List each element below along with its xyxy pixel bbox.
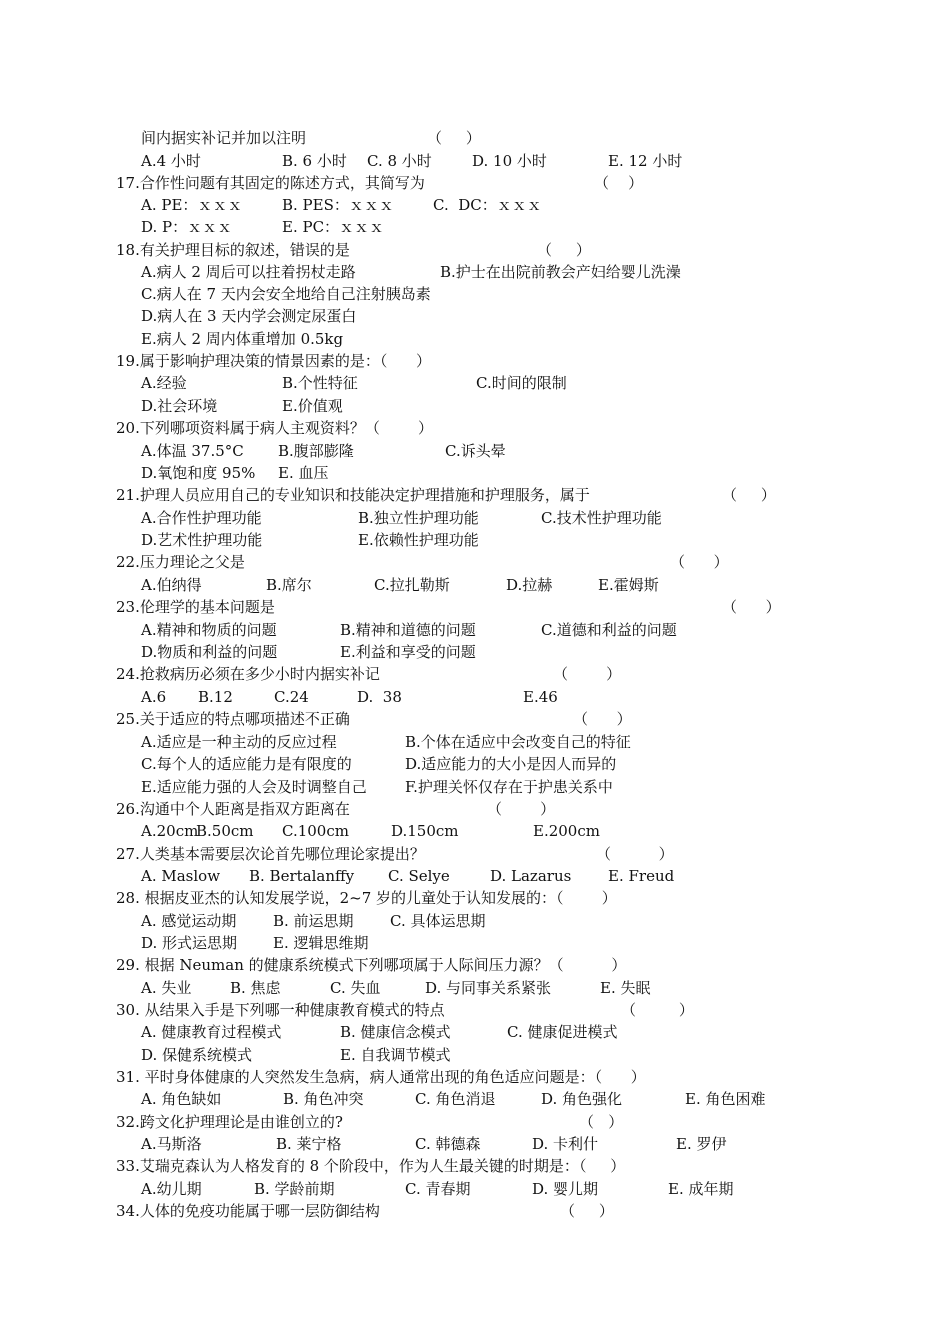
- question-text: 31. 平时身体健康的人突然发生急病，病人通常出现的角色适应问题是：（ ）: [116, 1068, 646, 1086]
- option-line: [0, 395, 950, 417]
- option-line: [0, 619, 950, 641]
- answer-option: E.适应能力强的人会及时调整自己: [141, 778, 367, 796]
- answer-option: D.艺术性护理功能: [141, 531, 263, 549]
- option-line: [0, 932, 950, 954]
- option-line: [0, 686, 950, 708]
- question-text: 26.沟通中个人距离是指双方距离在: [116, 800, 350, 818]
- answer-option: E.200cm: [533, 822, 600, 840]
- option-line: [0, 150, 950, 172]
- answer-option: D. 与同事关系紧张: [425, 979, 552, 997]
- option-line: [0, 328, 950, 350]
- answer-option: C.时间的限制: [476, 374, 567, 392]
- answer-option: D.拉赫: [506, 576, 553, 594]
- option-line: [0, 462, 950, 484]
- answer-option: B. 健康信念模式: [340, 1023, 451, 1041]
- question-text: 33.艾瑞克森认为人格发育的 8 个阶段中，作为人生最关键的时期是：（ ）: [116, 1157, 626, 1175]
- question-text: 20.下列哪项资料属于病人主观资料？（ ）: [116, 419, 434, 437]
- question-line: [0, 417, 950, 439]
- answer-option: C.技术性护理功能: [541, 509, 662, 527]
- answer-option: C. 角色消退: [415, 1090, 496, 1108]
- question-line: [0, 1111, 950, 1133]
- answer-option: A.幼儿期: [141, 1180, 202, 1198]
- question-line: [0, 239, 950, 261]
- answer-option: A.经验: [141, 374, 187, 392]
- answer-option: E.利益和享受的问题: [340, 643, 476, 661]
- answer-option: D. P：ｘｘｘ: [141, 218, 233, 236]
- option-line: [0, 529, 950, 551]
- question-text: 25.关于适应的特点哪项描述不正确: [116, 710, 350, 728]
- answer-option: E. PC：ｘｘｘ: [282, 218, 385, 236]
- answer-option: C. 失血: [330, 979, 381, 997]
- answer-blank: （ ）: [553, 665, 622, 683]
- answer-option: C. 韩德森: [415, 1135, 481, 1153]
- option-line: [0, 753, 950, 775]
- answer-option: C. 青春期: [405, 1180, 471, 1198]
- answer-option: C.诉头晕: [445, 442, 506, 460]
- question-text: 18.有关护理目标的叙述，错误的是: [116, 241, 350, 259]
- answer-option: B. 角色冲突: [283, 1090, 364, 1108]
- answer-option: C.病人在 7 天内会安全地给自己注射胰岛素: [141, 285, 431, 303]
- option-line: [0, 1178, 950, 1200]
- answer-option: B.精神和道德的问题: [340, 621, 476, 639]
- option-line: [0, 372, 950, 394]
- answer-option: B. 前运思期: [273, 912, 354, 930]
- answer-option: E. 血压: [278, 464, 329, 482]
- answer-blank: （ ）: [573, 710, 632, 728]
- answer-option: D.物质和利益的问题: [141, 643, 278, 661]
- answer-blank: （ ）: [596, 845, 674, 863]
- question-line: [0, 843, 950, 865]
- option-line: [0, 776, 950, 798]
- question-line: [0, 596, 950, 618]
- answer-option: E.价值观: [282, 397, 343, 415]
- answer-blank: （ ）: [427, 129, 481, 147]
- answer-option: B. 6 小时: [282, 152, 347, 170]
- question-line: [0, 663, 950, 685]
- option-line: [0, 977, 950, 999]
- question-text: 间内据实补记并加以注明: [141, 129, 307, 147]
- answer-option: C.拉扎勒斯: [374, 576, 450, 594]
- question-text: 21.护理人员应用自己的专业知识和技能决定护理措施和护理服务，属于: [116, 486, 590, 504]
- answer-blank: （ ）: [670, 553, 729, 571]
- answer-option: A.病人 2 周后可以拄着拐杖走路: [141, 263, 356, 281]
- answer-option: D. 卡利什: [532, 1135, 599, 1153]
- question-text: 29. 根据 Neuman 的健康系统模式下列哪项属于人际间压力源？（ ）: [116, 956, 627, 974]
- question-text: 23.伦理学的基本问题是: [116, 598, 275, 616]
- answer-option: D.适应能力的大小是因人而异的: [405, 755, 617, 773]
- question-text: 34.人体的免疫功能属于哪一层防御结构: [116, 1202, 380, 1220]
- question-line: [0, 484, 950, 506]
- answer-option: B.独立性护理功能: [358, 509, 479, 527]
- answer-option: A. 失业: [141, 979, 192, 997]
- answer-option: D. 婴儿期: [532, 1180, 599, 1198]
- answer-option: A.适应是一种主动的反应过程: [141, 733, 337, 751]
- answer-option: E. 罗伊: [676, 1135, 727, 1153]
- question-line: [0, 350, 950, 372]
- option-line: [0, 641, 950, 663]
- answer-option: D.社会环境: [141, 397, 218, 415]
- answer-option: D. 保健系统模式: [141, 1046, 253, 1064]
- answer-option: A.20cm: [141, 822, 199, 840]
- question-line: [0, 172, 950, 194]
- answer-blank: （ ）: [579, 1113, 624, 1131]
- option-line: [0, 731, 950, 753]
- question-text: 17.合作性问题有其固定的陈述方式，其简写为: [116, 174, 425, 192]
- option-line: [0, 283, 950, 305]
- answer-option: A. PE：ｘｘｘ: [141, 196, 243, 214]
- answer-option: E. 成年期: [668, 1180, 734, 1198]
- answer-option: A. 健康教育过程模式: [141, 1023, 282, 1041]
- question-text: 24.抢救病历必须在多少小时内据实补记: [116, 665, 380, 683]
- answer-option: D. 38: [357, 688, 402, 706]
- answer-option: E. Freud: [608, 867, 675, 885]
- answer-option: A. 感觉运动期: [141, 912, 237, 930]
- option-line: [0, 910, 950, 932]
- answer-option: E. 失眠: [600, 979, 651, 997]
- answer-option: B.个体在适应中会改变自己的特征: [405, 733, 631, 751]
- option-line: [0, 1088, 950, 1110]
- answer-blank: （ ）: [621, 1001, 694, 1019]
- question-text: 27.人类基本需要层次论首先哪位理论家提出？: [116, 845, 425, 863]
- question-line: [0, 887, 950, 909]
- question-line: [0, 551, 950, 573]
- answer-option: A.4 小时: [141, 152, 201, 170]
- answer-option: A. Maslow: [141, 867, 221, 885]
- answer-option: C. 健康促进模式: [507, 1023, 618, 1041]
- option-line: [0, 1044, 950, 1066]
- answer-blank: （ ）: [487, 800, 556, 818]
- answer-option: C. DC：ｘｘｘ: [433, 196, 542, 214]
- question-text: 32.跨文化护理理论是由谁创立的?: [116, 1113, 343, 1131]
- option-line: [0, 261, 950, 283]
- answer-option: D. 角色强化: [541, 1090, 623, 1108]
- answer-option: D.150cm: [391, 822, 459, 840]
- option-line: [0, 820, 950, 842]
- answer-option: E.霍姆斯: [598, 576, 659, 594]
- answer-option: E.依赖性护理功能: [358, 531, 479, 549]
- answer-option: B. PES：ｘｘｘ: [282, 196, 394, 214]
- answer-option: D. Lazarus: [490, 867, 572, 885]
- question-line: [0, 798, 950, 820]
- question-line: [0, 1066, 950, 1088]
- question-line: [0, 1155, 950, 1177]
- answer-option: A.伯纳得: [141, 576, 202, 594]
- answer-option: D. 10 小时: [472, 152, 547, 170]
- option-line: [0, 1133, 950, 1155]
- option-line: [0, 507, 950, 529]
- answer-option: E.病人 2 周内体重增加 0.5kg: [141, 330, 344, 348]
- answer-option: C. 具体运思期: [390, 912, 486, 930]
- option-line: [0, 865, 950, 887]
- option-line: [0, 194, 950, 216]
- answer-option: B.12: [198, 688, 233, 706]
- answer-option: E. 12 小时: [608, 152, 683, 170]
- answer-option: F.护理关怀仅存在于护患关系中: [405, 778, 613, 796]
- answer-option: C.道德和利益的问题: [541, 621, 677, 639]
- question-text: 28. 根据皮亚杰的认知发展学说，2~7 岁的儿童处于认知发展的：（ ）: [116, 889, 617, 907]
- question-text: 19.属于影响护理决策的情景因素的是：（ ）: [116, 352, 431, 370]
- answer-option: B.护士在出院前教会产妇给婴儿洗澡: [440, 263, 681, 281]
- answer-option: B. 学龄前期: [254, 1180, 335, 1198]
- question-line: [0, 999, 950, 1021]
- option-line: [0, 305, 950, 327]
- answer-blank: （ ）: [722, 598, 781, 616]
- answer-option: E. 角色困难: [685, 1090, 766, 1108]
- answer-option: E. 逻辑思维期: [273, 934, 369, 952]
- answer-option: B. 焦虑: [230, 979, 281, 997]
- answer-option: E.46: [523, 688, 558, 706]
- answer-option: B.席尔: [266, 576, 312, 594]
- question-line: [0, 708, 950, 730]
- question-line: [0, 954, 950, 976]
- answer-option: D.病人在 3 天内学会测定尿蛋白: [141, 307, 357, 325]
- answer-option: C.100cm: [282, 822, 349, 840]
- answer-option: C.每个人的适应能力是有限度的: [141, 755, 352, 773]
- option-line: [0, 1021, 950, 1043]
- question-line: [0, 127, 950, 149]
- answer-option: B.腹部膨隆: [278, 442, 354, 460]
- question-text: 30. 从结果入手是下列哪一种健康教育模式的特点: [116, 1001, 445, 1019]
- answer-blank: （ ）: [722, 486, 776, 504]
- answer-option: C.24: [274, 688, 309, 706]
- answer-option: A. 角色缺如: [141, 1090, 222, 1108]
- question-text: 22.压力理论之父是: [116, 553, 245, 571]
- option-line: [0, 574, 950, 596]
- answer-blank: （ ）: [537, 241, 591, 259]
- answer-option: B. 莱宁格: [276, 1135, 342, 1153]
- answer-option: A.6: [141, 688, 167, 706]
- answer-option: C. 8 小时: [367, 152, 432, 170]
- option-line: [0, 440, 950, 462]
- answer-blank: （ ）: [560, 1202, 614, 1220]
- answer-option: A.精神和物质的问题: [141, 621, 277, 639]
- answer-blank: （ ）: [594, 174, 644, 192]
- answer-option: C. Selye: [388, 867, 450, 885]
- answer-option: D. 形式运思期: [141, 934, 238, 952]
- answer-option: E. 自我调节模式: [340, 1046, 451, 1064]
- question-line: [0, 1200, 950, 1222]
- answer-option: B.个性特征: [282, 374, 358, 392]
- answer-option: B. Bertalanffy: [249, 867, 355, 885]
- answer-option: A.马斯洛: [141, 1135, 202, 1153]
- answer-option: A.合作性护理功能: [141, 509, 262, 527]
- answer-option: A.体温 37.5°C: [141, 442, 244, 460]
- answer-option: B.50cm: [196, 822, 254, 840]
- option-line: [0, 216, 950, 238]
- answer-option: D.氧饱和度 95%: [141, 464, 256, 482]
